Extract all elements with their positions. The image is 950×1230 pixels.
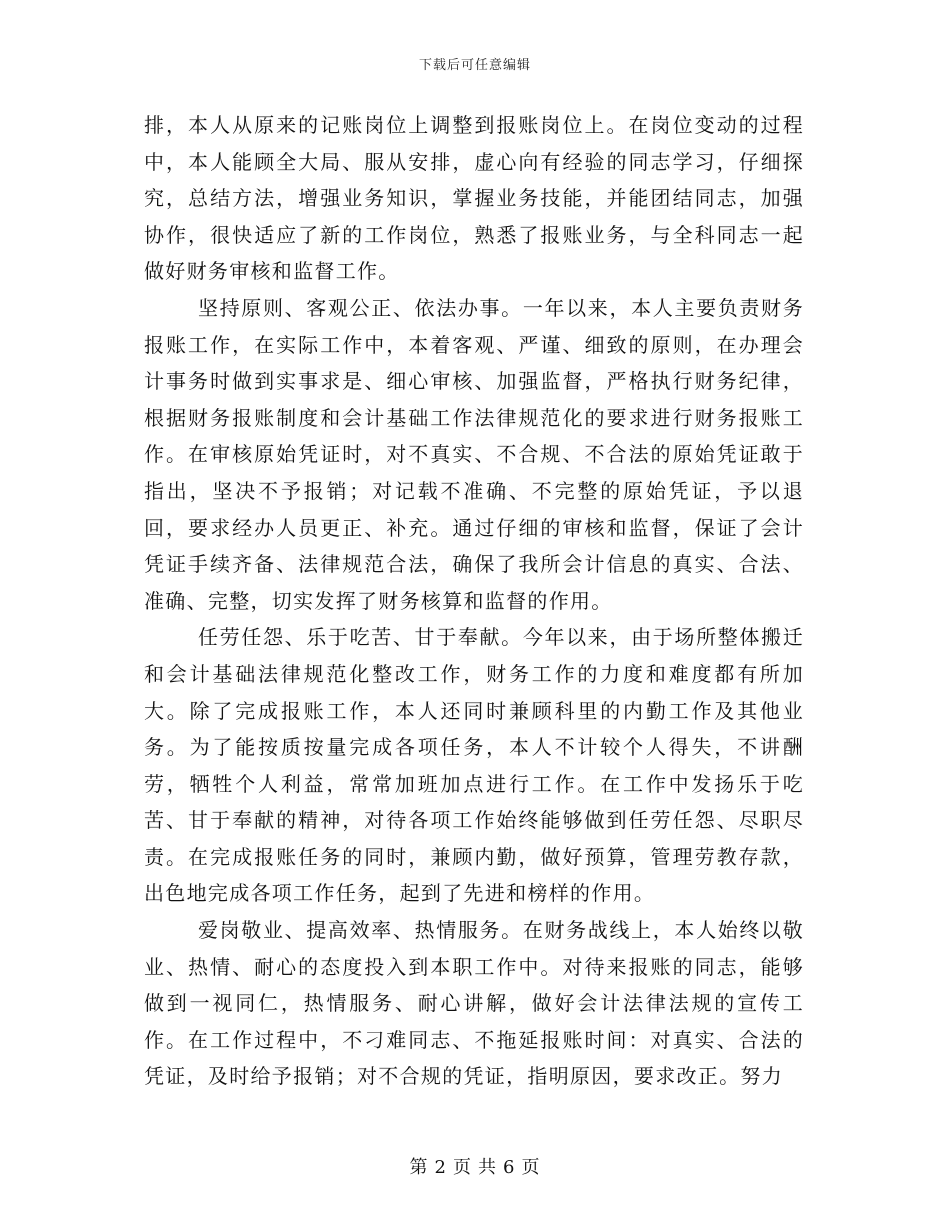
footer-total-unit: 页 bbox=[521, 1157, 541, 1178]
page-header: 下载后可任意编辑 bbox=[418, 58, 531, 73]
paragraph-dedication: 任劳任怨、乐于吃苦、甘于奉献。今年以来，由于场所整体搬迁和会计基础法律规范化整改工作，财务工作的力度和难度都有所加大。除了完成报账工作，本人还同时兼顾科里的内勤工作及其他业务。为了能按质按量完成各项任务，本人不计较个人得失，不讲酬劳，牺牲个人利益，常常加班加点进行工作。在工作中发扬乐于吃苦、甘于奉献的精神，对待各项工作始终能够做到任劳任怨、尽职尽责。在完成报账任务的同时，兼顾内勤，做好预算，管理劳教存款，出色地完成各项工作任务，起到了先进和榜样的作用。 bbox=[144, 625, 804, 906]
footer-prefix: 第 bbox=[409, 1157, 429, 1178]
footer-total-label: 共 bbox=[478, 1157, 497, 1178]
total-page-count: 6 bbox=[503, 1157, 516, 1178]
paragraph-principles: 坚持原则、客观公正、依法办事。一年以来，本人主要负责财务报账工作，在实际工作中，本着客观、严谨、细致的原则，在办理会计事务时做到实事求是、细心审核、加强监督，严格执行财务纪律，根据财务报账制度和会计基础工作法律规范化的要求进行财务报账工作。在审核原始凭证时，对不真实、不合规、不合法的原始凭证敢于指出，坚决不予报销；对记载不准确、不完整的原始凭证，予以退回，要求经办人员更正、补充。通过仔细的审核和监督，保证了会计凭证手续齐备、法律规范合法，确保了我所会计信息的真实、合法、准确、完整，切实发挥了财务核算和监督的作用。 bbox=[144, 295, 804, 613]
current-page-number: 2 bbox=[434, 1157, 447, 1178]
document-body bbox=[144, 107, 804, 1095]
paragraph-continuation: 排，本人从原来的记账岗位上调整到报账岗位上。在岗位变动的过程中，本人能顾全大局、服从安排，虚心向有经验的同志学习，仔细探究，总结方法，增强业务知识，掌握业务技能，并能团结同志，加强协作，很快适应了新的工作岗位，熟悉了报账业务，与全科同志一起做好财务审核和监督工作。 bbox=[144, 113, 804, 284]
paragraph-service: 爱岗敬业、提高效率、热情服务。在财务战线上，本人始终以敬业、热情、耐心的态度投入到本职工作中。对待来报账的同志，能够做到一视同仁，热情服务、耐心讲解，做好会计法律法规的宣传工作。在工作过程中，不刁难同志、不拖延报账时间：对真实、合法的凭证，及时给予报销；对不合规的凭证，指明原因，要求改正。努力 bbox=[144, 918, 804, 1089]
page-footer bbox=[0, 1153, 950, 1179]
footer-page-unit: 页 bbox=[453, 1157, 472, 1178]
